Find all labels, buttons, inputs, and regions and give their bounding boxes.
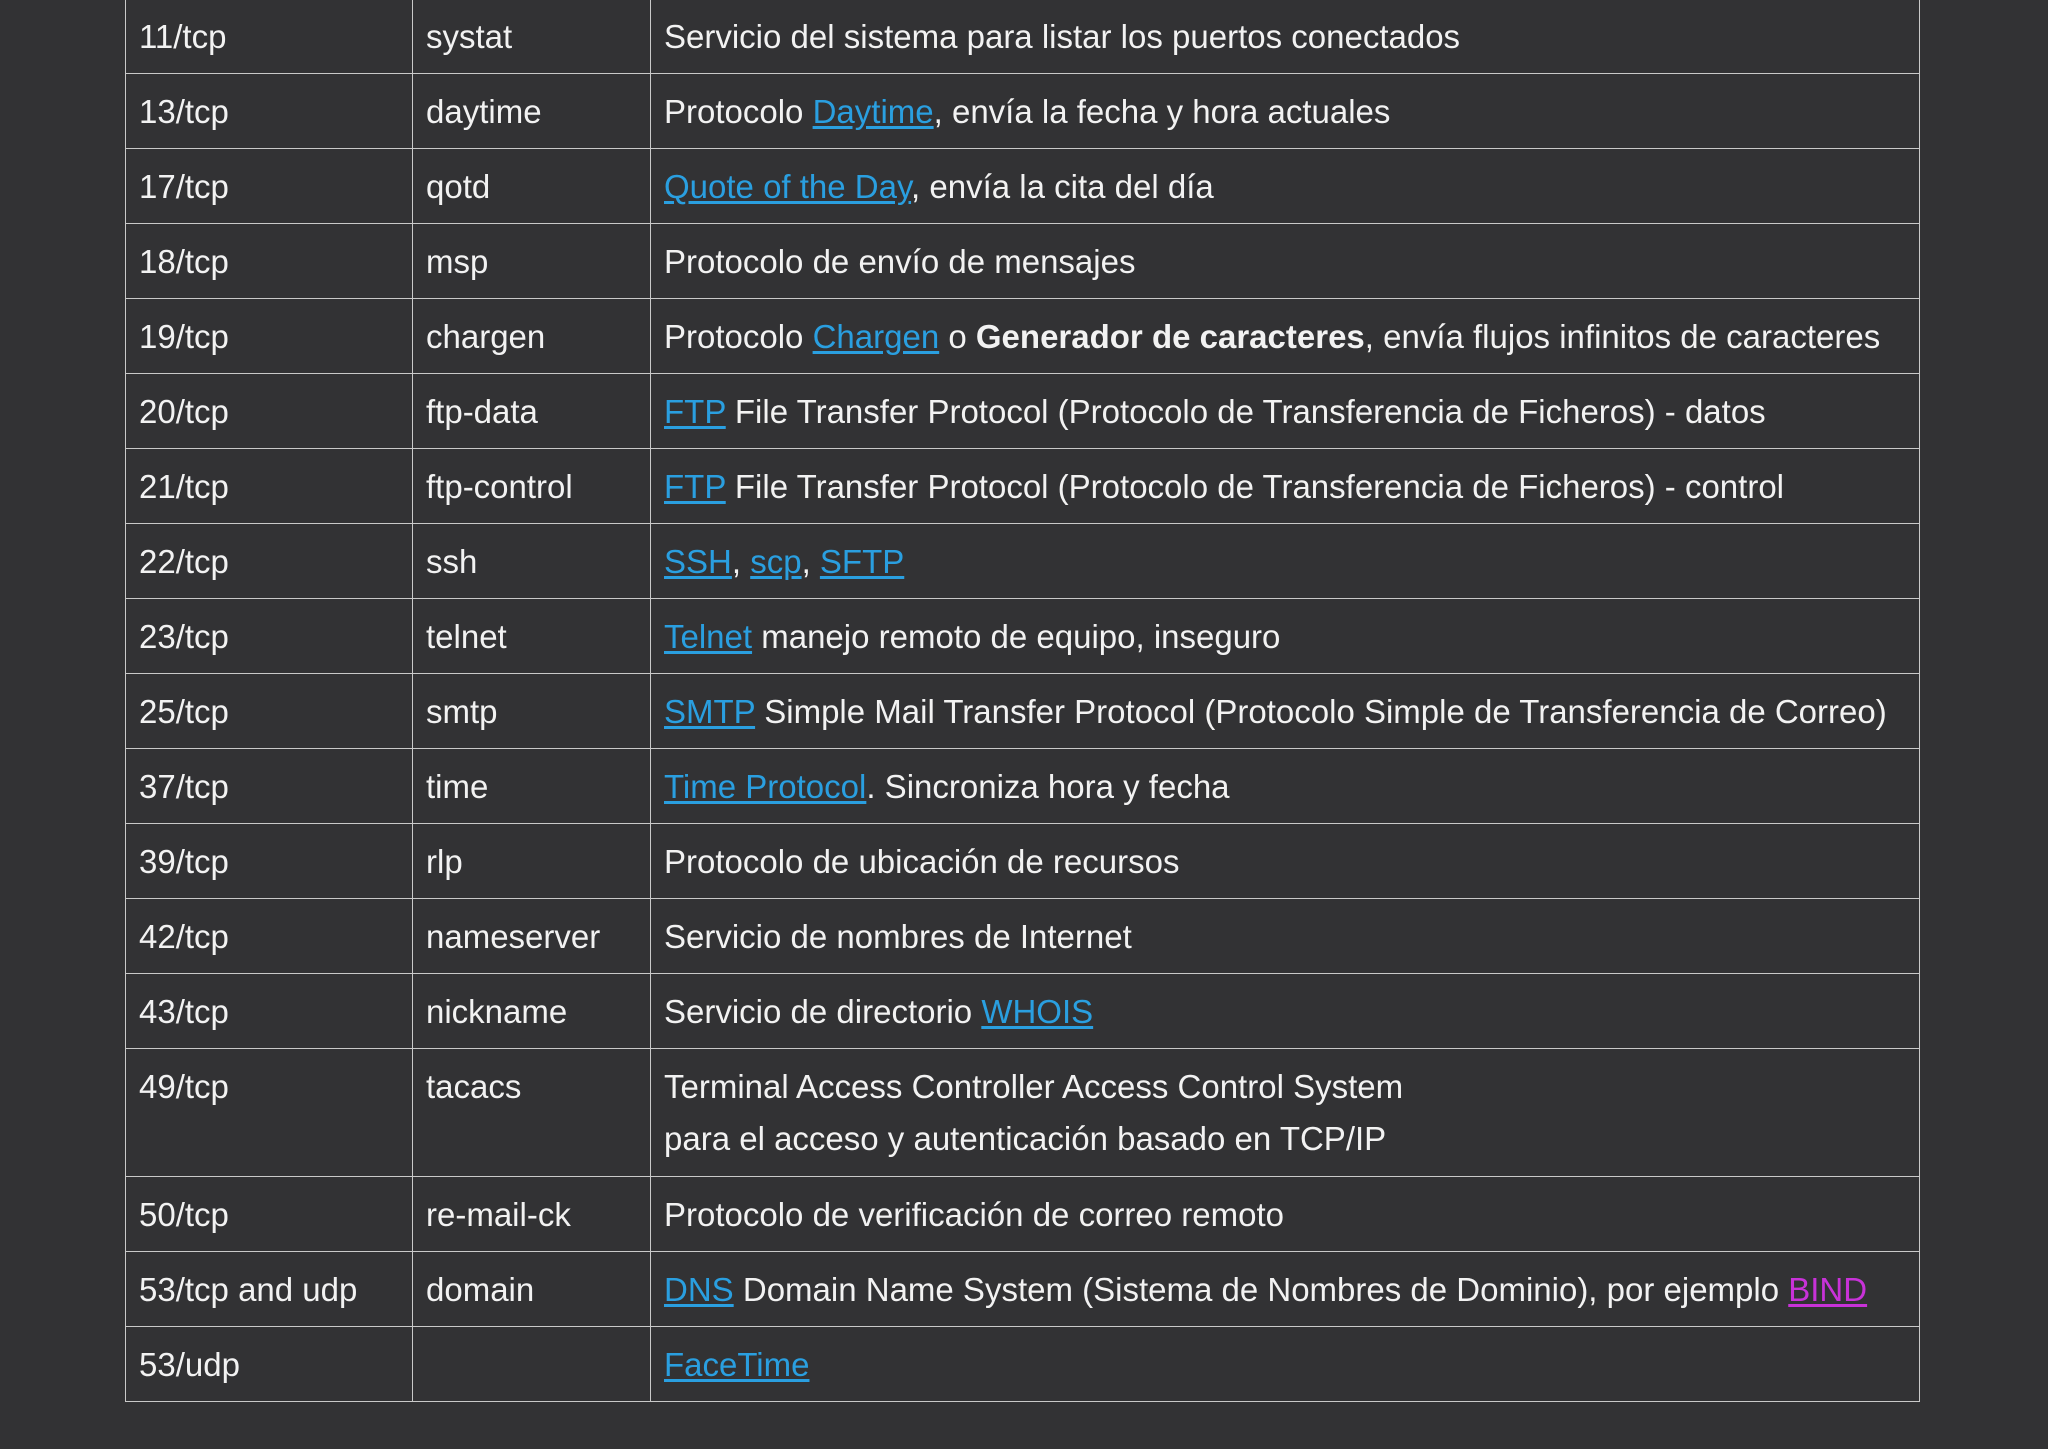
service-cell: tacacs	[413, 1049, 651, 1177]
description-cell	[651, 374, 1920, 449]
table-row	[126, 224, 1920, 299]
table-row	[126, 1177, 1920, 1252]
ssh-link[interactable]: SSH	[664, 543, 732, 580]
description-cell	[651, 674, 1920, 749]
description-text: , envía la fecha y hora actuales	[933, 93, 1391, 130]
port-cell: 20/tcp	[126, 374, 413, 449]
port-cell: 11/tcp	[126, 0, 413, 74]
description-cell	[651, 1252, 1920, 1327]
daytime-link[interactable]: Daytime	[812, 93, 934, 130]
description-cell	[651, 974, 1920, 1049]
description-text: . Sincroniza hora y fecha	[866, 768, 1230, 805]
port-cell: 39/tcp	[126, 824, 413, 899]
chargen-link[interactable]: Chargen	[812, 318, 940, 355]
port-cell: 37/tcp	[126, 749, 413, 824]
description-line: para el acceso y autenticación basado en TCP/IP	[664, 1120, 1387, 1157]
description-cell: Servicio del sistema para listar los puertos conectados	[651, 0, 1920, 74]
table-row	[126, 824, 1920, 899]
bold-term: Generador de caracteres	[975, 318, 1365, 355]
service-cell: re-mail-ck	[413, 1177, 651, 1252]
port-cell: 53/tcp and udp	[126, 1252, 413, 1327]
port-cell: 18/tcp	[126, 224, 413, 299]
table-row	[126, 1252, 1920, 1327]
port-cell: 49/tcp	[126, 1049, 413, 1177]
scp-link[interactable]: scp	[750, 543, 802, 580]
port-cell: 21/tcp	[126, 449, 413, 524]
description-text: o	[939, 318, 976, 355]
table-row	[126, 1327, 1920, 1402]
dns-link[interactable]: DNS	[664, 1271, 734, 1308]
description-cell	[651, 449, 1920, 524]
description-text: File Transfer Protocol (Protocolo de Transferencia de Ficheros) - control	[725, 468, 1785, 505]
description-cell: Servicio de nombres de Internet	[651, 899, 1920, 974]
service-cell: telnet	[413, 599, 651, 674]
description-cell	[651, 74, 1920, 149]
service-cell: daytime	[413, 74, 651, 149]
bind-link[interactable]: BIND	[1788, 1271, 1868, 1308]
description-text: , envía flujos infinitos de caracteres	[1364, 318, 1881, 355]
table-row	[126, 899, 1920, 974]
description-cell	[651, 1049, 1920, 1177]
service-cell: nickname	[413, 974, 651, 1049]
description-text: Domain Name System (Sistema de Nombres de Dominio), por ejemplo	[733, 1271, 1789, 1308]
service-cell: ftp-control	[413, 449, 651, 524]
service-cell	[413, 1327, 651, 1402]
port-cell: 42/tcp	[126, 899, 413, 974]
service-cell: nameserver	[413, 899, 651, 974]
port-cell: 13/tcp	[126, 74, 413, 149]
service-cell: ftp-data	[413, 374, 651, 449]
port-cell: 23/tcp	[126, 599, 413, 674]
table-row	[126, 449, 1920, 524]
service-cell: rlp	[413, 824, 651, 899]
table-row	[126, 674, 1920, 749]
table-row	[126, 974, 1920, 1049]
description-cell	[651, 599, 1920, 674]
table-row	[126, 149, 1920, 224]
port-cell: 53/udp	[126, 1327, 413, 1402]
telnet-link[interactable]: Telnet	[664, 618, 753, 655]
table-row	[126, 1049, 1920, 1177]
time-protocol-link[interactable]: Time Protocol	[664, 768, 867, 805]
port-cell: 25/tcp	[126, 674, 413, 749]
description-text: Servicio de directorio	[664, 993, 982, 1030]
description-text: manejo remoto de equipo, inseguro	[752, 618, 1281, 655]
service-cell: systat	[413, 0, 651, 74]
ftp-link[interactable]: FTP	[664, 393, 726, 430]
description-line: Terminal Access Controller Access Control System	[664, 1068, 1404, 1105]
description-cell	[651, 299, 1920, 374]
service-cell: time	[413, 749, 651, 824]
sftp-link[interactable]: SFTP	[819, 543, 905, 580]
service-cell: chargen	[413, 299, 651, 374]
service-cell: domain	[413, 1252, 651, 1327]
description-cell	[651, 749, 1920, 824]
description-text: Simple Mail Transfer Protocol (Protocolo Simple de Transferencia de Correo)	[755, 693, 1887, 730]
description-text: File Transfer Protocol (Protocolo de Transferencia de Ficheros) - datos	[725, 393, 1766, 430]
table-row	[126, 299, 1920, 374]
table-row	[126, 749, 1920, 824]
port-cell: 43/tcp	[126, 974, 413, 1049]
facetime-link[interactable]: FaceTime	[664, 1346, 810, 1383]
table-row	[126, 524, 1920, 599]
port-cell: 17/tcp	[126, 149, 413, 224]
separator: ,	[801, 543, 820, 580]
smtp-link[interactable]: SMTP	[664, 693, 756, 730]
service-cell: ssh	[413, 524, 651, 599]
description-cell: Protocolo de ubicación de recursos	[651, 824, 1920, 899]
description-cell: Protocolo de envío de mensajes	[651, 224, 1920, 299]
service-cell: smtp	[413, 674, 651, 749]
port-cell: 50/tcp	[126, 1177, 413, 1252]
port-cell: 22/tcp	[126, 524, 413, 599]
table-row	[126, 0, 1920, 74]
description-text: , envía la cita del día	[911, 168, 1214, 205]
description-cell	[651, 149, 1920, 224]
description-cell	[651, 524, 1920, 599]
description-text: Protocolo	[664, 318, 813, 355]
ftp-link[interactable]: FTP	[664, 468, 726, 505]
table-row	[126, 599, 1920, 674]
table-row	[126, 74, 1920, 149]
ports-table	[125, 0, 1920, 1402]
port-cell: 19/tcp	[126, 299, 413, 374]
table-row	[126, 374, 1920, 449]
service-cell: qotd	[413, 149, 651, 224]
description-cell: Protocolo de verificación de correo remoto	[651, 1177, 1920, 1252]
whois-link[interactable]: WHOIS	[981, 993, 1094, 1030]
quote-of-the-day-link[interactable]: Quote of the Day	[664, 168, 912, 205]
separator: ,	[731, 543, 751, 580]
service-cell: msp	[413, 224, 651, 299]
description-text: Protocolo	[664, 93, 813, 130]
description-cell	[651, 1327, 1920, 1402]
